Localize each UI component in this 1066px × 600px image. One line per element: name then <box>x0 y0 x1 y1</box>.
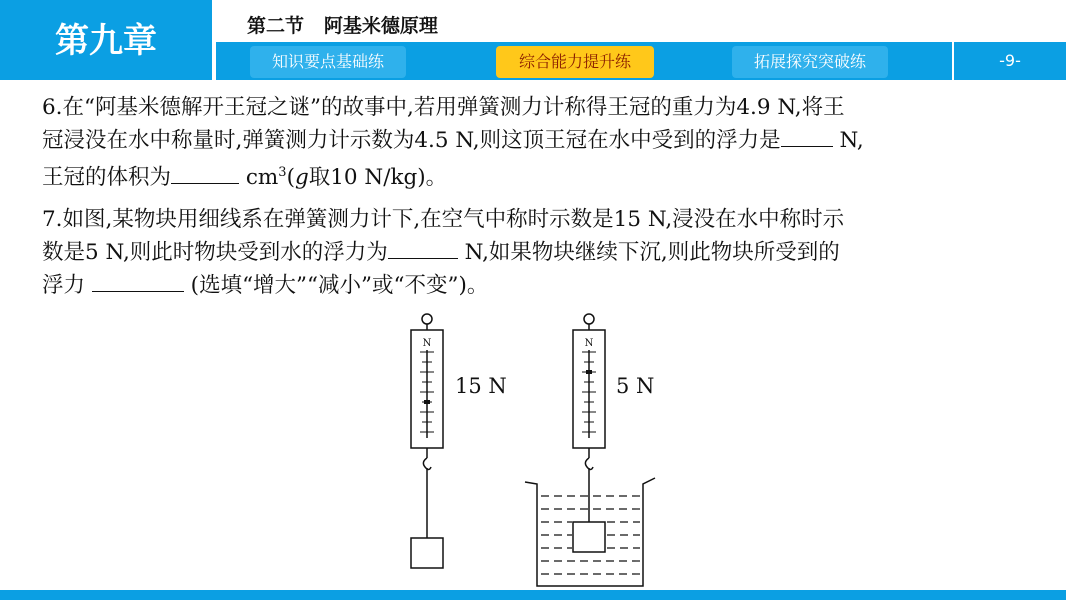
q7-line-3-tail: (选填“增大”“减小”或“不变”)。 <box>183 273 489 298</box>
q6-unit-exponent: 3 <box>278 165 287 180</box>
left-scale-reading: 15 N <box>455 374 507 398</box>
q6-g-symbol: g <box>294 165 309 191</box>
right-scale-unit-mark: N <box>584 338 594 349</box>
q7-line-2-text: 数是5 N,则此时物块受到水的浮力为 <box>42 240 388 265</box>
q7-line-3-text: 浮力 <box>42 273 92 298</box>
q7-line-2-tail: N,如果物块继续下沉,则此物块所受到的 <box>457 240 840 265</box>
q6-line-2-text: 冠浸没在水中称量时,弹簧测力计示数为4.5 N,则这顶王冠在水中受到的浮力是 <box>42 128 781 153</box>
section-number: 第二节 <box>247 15 305 37</box>
q6-line-3-text: 王冠的体积为 <box>42 165 172 191</box>
right-scale-reading: 5 N <box>616 374 655 398</box>
page-number: -9- <box>954 42 1066 80</box>
tab-comprehensive-practice[interactable]: 综合能力提升练 <box>496 46 654 78</box>
right-spring-scale <box>573 314 605 552</box>
q6-line-3-tail: 取10 N/kg)。 <box>308 165 448 191</box>
q6-paren: ( <box>286 165 295 191</box>
tab-extension-practice[interactable]: 拓展探究突破练 <box>732 46 888 78</box>
q6-line-1: 6.在“阿基米德解开王冠之谜”的故事中,若用弹簧测力计称得王冠的重力为4.9 N,将王 <box>42 95 845 120</box>
left-scale-unit-mark: N <box>422 338 432 349</box>
section-name: 阿基米德原理 <box>323 15 438 37</box>
chapter-title: 第九章 <box>55 21 157 61</box>
q7-line-1: 7.如图,某物块用细线系在弹簧测力计下,在空气中称时示数是15 N,浸没在水中称时示 <box>42 207 845 232</box>
tab-basic-practice[interactable]: 知识要点基础练 <box>250 46 406 78</box>
q6-line-2-unit: N, <box>832 128 864 153</box>
bottom-bar <box>0 590 1066 600</box>
q6-line-3-unit: cm <box>239 165 279 191</box>
left-spring-scale <box>411 314 443 568</box>
water-beaker <box>525 478 655 586</box>
